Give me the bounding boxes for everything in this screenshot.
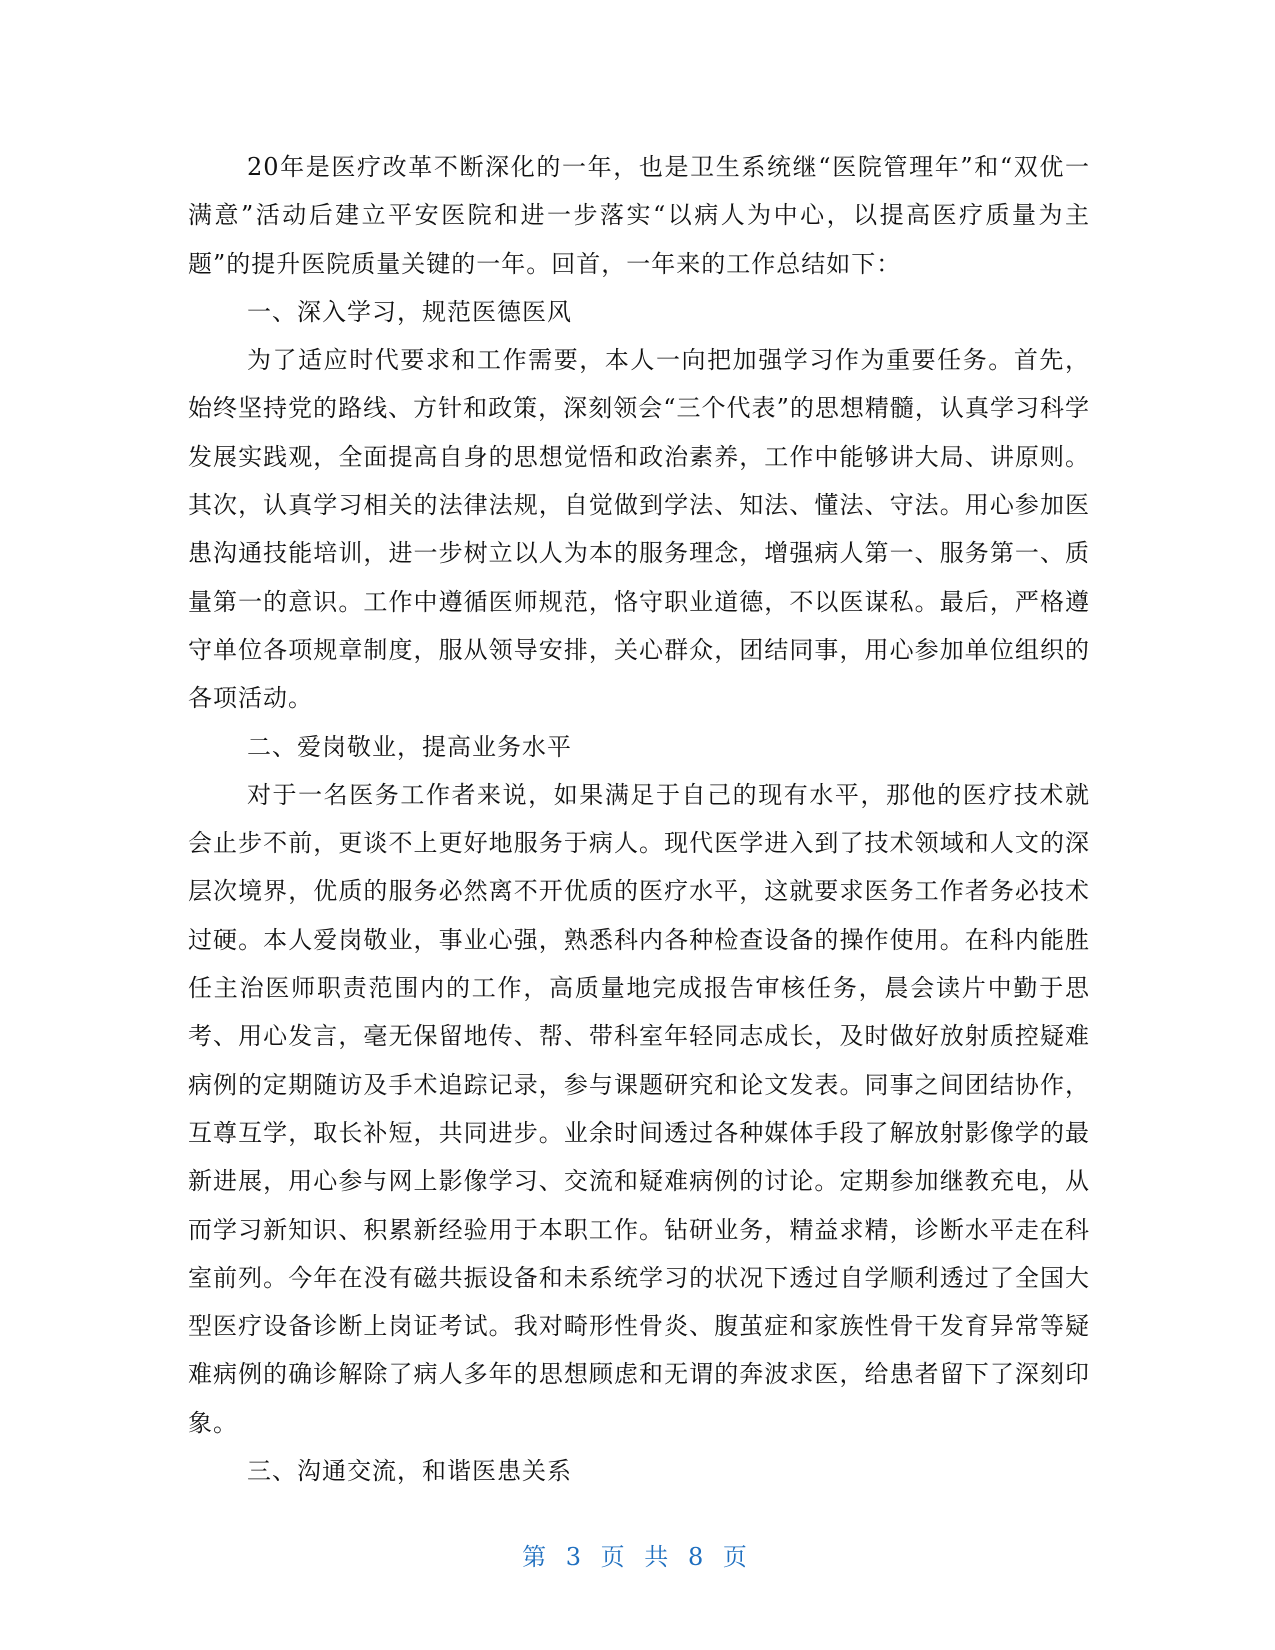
footer-suffix: 页 (722, 1543, 753, 1571)
section-1-paragraph: 为了适应时代要求和工作需要，本人一向把加强学习作为重要任务。首先，始终坚持党的路线、方针和政策，深刻领会“三个代表”的思想精髓，认真学习科学发展实践观，全面提高自身的思想觉悟和政治素养，工作中能够讲大局、讲原则。其次，认真学习相关的法律法规，自觉做到学法、知法、懂法、守法。用心参加医患沟通技能培训，进一步树立以人为本的服务理念，增强病人第一、服务第一、质量第一的意识。工作中遵循医师规范，恪守职业道德，不以医谋私。最后，严格遵守单位各项规章制度，服从领导安排，关心群众，团结同事，用心参加单位组织的各项活动。 (188, 346, 1090, 713)
section-3-heading: 三、沟通交流，和谐医患关系 (247, 1457, 572, 1486)
intro-paragraph: 20年是医疗改革不断深化的一年，也是卫生系统继“医院管理年”和“双优一满意”活动后建立平安医院和进一步落实“以病人为中心，以提高医疗质量为主题”的提升医院质量关键的一年。回首，一年来的工作总结如下： (188, 153, 1090, 278)
footer-middle: 页 共 (600, 1543, 675, 1571)
document-body (188, 143, 1090, 1495)
total-page-count: 8 (687, 1543, 710, 1571)
section-1-heading: 一、深入学习，规范医德医风 (247, 297, 572, 326)
section-2-heading: 二、爱岗敬业，提高业务水平 (247, 732, 572, 761)
current-page-number: 3 (565, 1543, 588, 1571)
page-footer (0, 1537, 1275, 1572)
section-2-paragraph: 对于一名医务工作者来说，如果满足于自己的现有水平，那他的医疗技术就会止步不前，更谈不上更好地服务于病人。现代医学进入到了技术领域和人文的深层次境界，优质的服务必然离不开优质的医疗水平，这就要求医务工作者务必技术过硬。本人爱岗敬业，事业心强，熟悉科内各种检查设备的操作使用。在科内能胜任主治医师职责范围内的工作，高质量地完成报告审核任务，晨会读片中勤于思考、用心发言，毫无保留地传、帮、带科室年轻同志成长，及时做好放射质控疑难病例的定期随访及手术追踪记录，参与课题研究和论文发表。同事之间团结协作，互尊互学，取长补短，共同进步。业余时间透过各种媒体手段了解放射影像学的最新进展，用心参与网上影像学习、交流和疑难病例的讨论。定期参加继教充电，从而学习新知识、积累新经验用于本职工作。钻研业务，精益求精，诊断水平走在科室前列。今年在没有磁共振设备和未系统学习的状况下透过自学顺利透过了全国大型医疗设备诊断上岗证考试。我对畸形性骨炎、腹茧症和家族性骨干发育异常等疑难病例的确诊解除了病人多年的思想顾虑和无谓的奔波求医，给患者留下了深刻印象。 (188, 780, 1090, 1437)
footer-prefix: 第 (522, 1543, 553, 1571)
